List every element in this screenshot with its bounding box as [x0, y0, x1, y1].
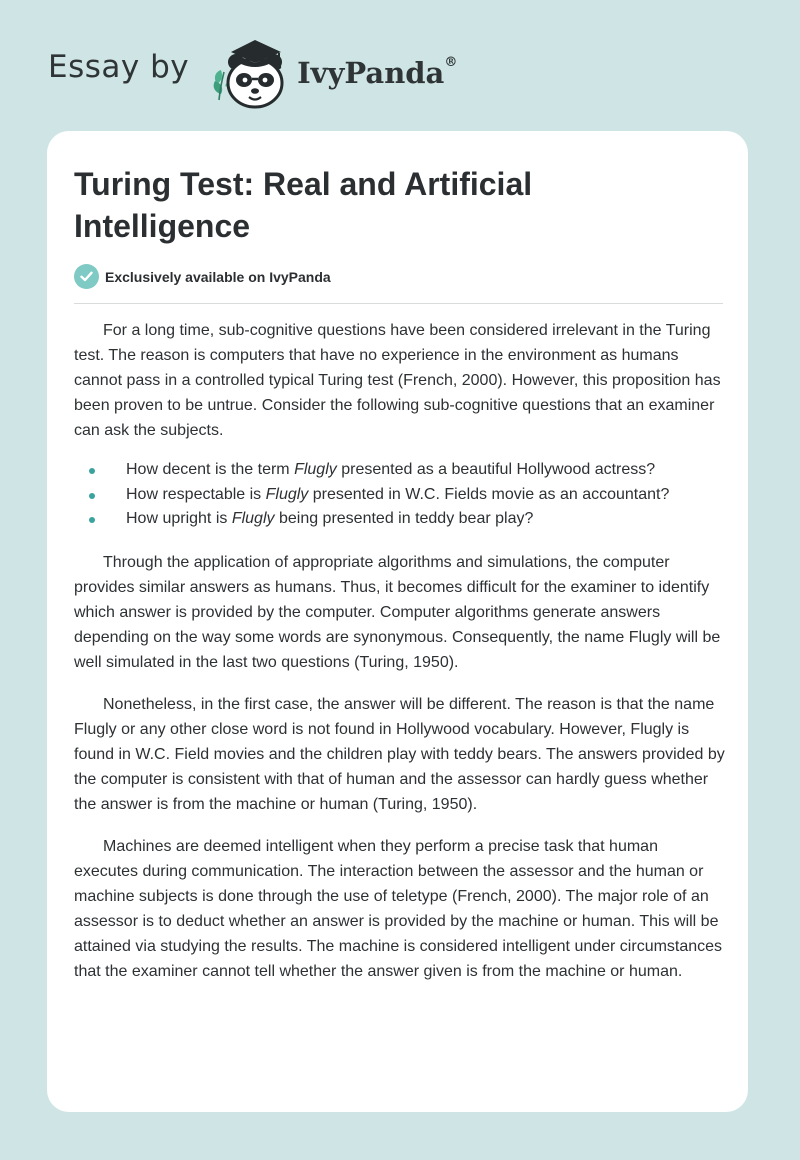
list-item-text: presented in W.C. Fields movie as an accountant?	[308, 485, 670, 503]
paragraph: Machines are deemed intelligent when they perform a precise task that human executes during communication. The interaction between the assessor and the human or machine subjects is done through the use of teletype (French, 2000). The major role of an assessor is to deduct whether an answer is provided by the machine or human. This will be attained via studying the results. The machine is considered intelligent under circumstances that the examiner cannot tell whether the answer given is from the machine or human.	[74, 837, 723, 980]
list-item-text: How upright is	[126, 510, 232, 527]
bullet-icon	[89, 517, 95, 523]
panda-graduate-logo-icon[interactable]	[203, 28, 295, 114]
list-item	[74, 507, 726, 532]
list-item-emphasis: Flugly	[265, 485, 309, 503]
bullet-icon	[89, 468, 95, 474]
list-item-text: How respectable is	[126, 485, 266, 503]
essay-body	[74, 318, 726, 1001]
check-circle-icon	[74, 264, 99, 289]
registered-mark: ®	[444, 55, 458, 71]
question-list	[74, 458, 726, 532]
exclusive-badge-label: Exclusively available on IvyPanda	[105, 268, 331, 285]
essay-title: Turing Test: Real and Artificial Intelligence	[74, 166, 533, 244]
list-item-emphasis: Flugly	[231, 510, 275, 527]
essay-by-label: Essay by	[48, 49, 190, 85]
bullet-icon	[89, 493, 95, 499]
list-item-text: being presented in teddy bear play?	[274, 510, 534, 527]
essay-card	[47, 131, 748, 1112]
paragraph: Through the application of appropriate algorithms and simulations, the computer provides similar answers as humans. Thus, it becomes difficult for the examiner to identify which answer is provided by the computer. Computer algorithms generate answers depending on the way some words are synonymous. Consequently, the name Flugly will be well simulated in the last two questions (Turing, 1950).	[74, 553, 721, 671]
list-item	[74, 483, 726, 508]
brand-name[interactable]	[297, 56, 457, 90]
divider	[74, 303, 723, 304]
list-item	[74, 458, 726, 483]
exclusive-badge	[74, 264, 331, 289]
list-item-text: How decent is the term	[126, 461, 295, 478]
list-item-emphasis: Flugly	[294, 461, 337, 478]
site-header	[48, 28, 457, 114]
list-item-text: presented as a beautiful Hollywood actress?	[336, 461, 656, 478]
paragraph: Nonetheless, in the first case, the answer will be different. The reason is that the name Flugly or any other close word is not found in Hollywood vocabulary. However, Flugly is found in W.C. Field movies and the children play with teddy bears. The answers provided by the computer is consistent with that of human and the assessor can hardly guess whether the answer is from the machine or human (Turing, 1950).	[74, 695, 725, 813]
brand-text: IvyPanda	[297, 56, 445, 90]
paragraph: For a long time, sub-cognitive questions have been considered irrelevant in the Turing test. The reason is computers that have no experience in the environment as humans cannot pass in a controlled typical Turing test (French, 2000). However, this proposition has been proven to be untrue. Consider the following sub-cognitive questions that an examiner can ask the subjects.	[74, 322, 721, 439]
